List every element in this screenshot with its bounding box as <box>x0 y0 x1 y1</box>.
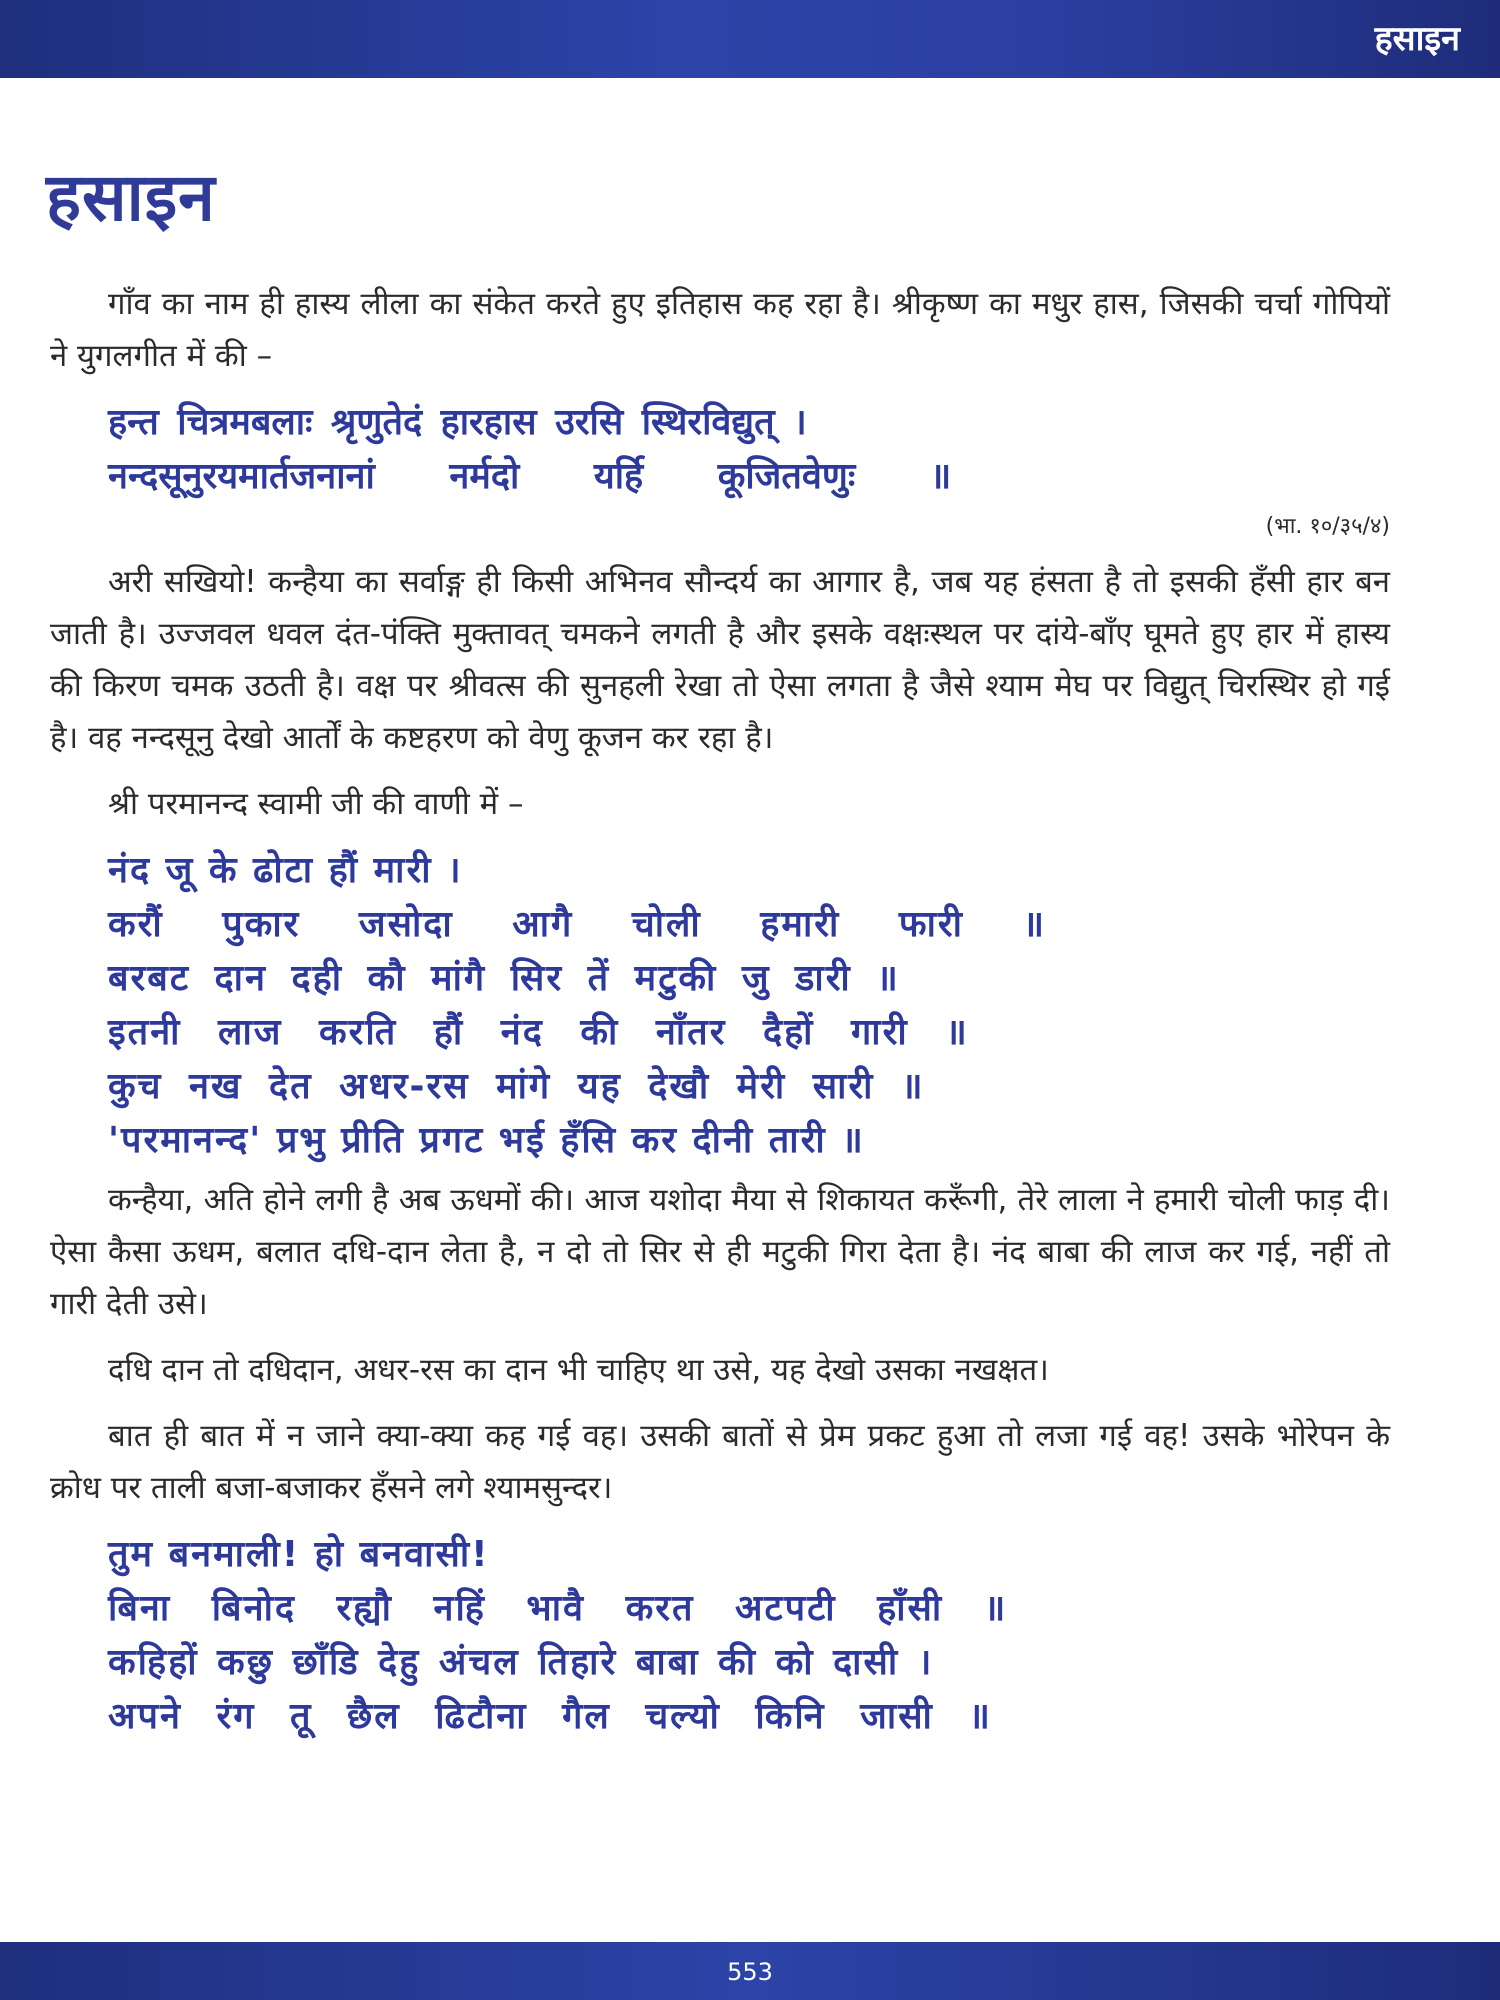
verse-1-line-1: हन्त चित्रमबलाः श्रृणुतेदं हारहास उरसि स्थिरविद्युत् । <box>108 402 807 443</box>
verse-2-line-1: नंद जू के ढोटा हौं मारी । <box>108 850 463 891</box>
verse-3-line-4: अपने रंग तू छैल ढिटौना गैल चल्यो किनि जासी ॥ <box>108 1696 992 1737</box>
header-band <box>0 0 1500 78</box>
paragraph-3: श्री परमानन्द स्वामी जी की वाणी में – <box>108 786 524 822</box>
verse-2-line-3: बरबट दान दही कौ मांगै सिर तें मटुकी जु डारी ॥ <box>108 958 900 999</box>
verse-2-line-5: कुच नख देत अधर-रस मांगे यह देखौ मेरी सारी ॥ <box>108 1066 925 1107</box>
verse-3-line-1: तुम बनमाली! हो बनवासी! <box>108 1534 490 1575</box>
verse-1 <box>108 396 1390 504</box>
paragraph-5: दधि दान तो दधिदान, अधर-रस का दान भी चाहिए था उसे, यह देखो उसका नखक्षत। <box>108 1352 1049 1388</box>
paragraph-4: कन्हैया, अति होने लगी है अब ऊधमों की। आज यशोदा मैया से शिकायत करूँगी, तेरे लाला ने हमारी चोली फाड़ दी। ऐसा कैसा ऊधम, बलात दधि-दान लेता है, न दो तो सिर से ही मटुकी गिरा देता है। नंद बाबा की लाज कर गई, नहीं तो गारी देती उसे। <box>50 1182 1390 1322</box>
footer-band <box>0 1942 1500 2000</box>
verse-1-reference: (भा. १०/३५/४) <box>1265 514 1390 539</box>
paragraph-2: अरी सखियो! कन्हैया का सर्वाङ्ग ही किसी अभिनव सौन्दर्य का आगार है, जब यह हंसता है तो इसकी हँसी हार बन जाती है। उज्जवल धवल दंत-पंक्ति मुक्तावत् चमकने लगती है और इसके वक्षःस्थल पर दांये-बाँए घूमते हुए हार में हास्य की किरण चमक उठती है। वक्ष पर श्रीवत्स की सुनहली रेखा तो ऐसा लगता है जैसे श्याम मेघ पर विद्युत् चिरस्थिर हो गई है। वह नन्दसूनु देखो आर्तों के कष्टहरण को वेणु कूजन कर रहा है। <box>50 564 1390 756</box>
paragraph-6: बात ही बात में न जाने क्या-क्या कह गई वह। उसकी बातों से प्रेम प्रकट हुआ तो लजा गई वह! उसके भोरेपन के क्रोध पर ताली बजा-बजाकर हँसने लगे श्यामसुन्दर। <box>50 1418 1390 1506</box>
verse-3-line-2: बिना बिनोद रह्यौ नहिं भावै करत अटपटी हाँसी ॥ <box>108 1588 1008 1629</box>
verse-1-line-2: नन्दसूनुरयमार्तजनानां नर्मदो यर्हि कूजितवेणुः ॥ <box>108 456 952 497</box>
verse-3 <box>108 1528 1390 1744</box>
verse-2-line-4: इतनी लाज करति हौं नंद की नाँतर दैहों गारी ॥ <box>108 1012 969 1053</box>
running-header-title: हसाइन <box>1374 19 1460 59</box>
verse-2-line-6: 'परमानन्द' प्रभु प्रीति प्रगट भई हँसि कर दीनी तारी ॥ <box>108 1120 865 1161</box>
paragraph-1: गाँव का नाम ही हास्य लीला का संकेत करते हुए इतिहास कह रहा है। श्रीकृष्ण का मधुर हास, जिसकी चर्चा गोपियों ने युगलगीत में की – <box>50 286 1390 374</box>
page-title: हसाइन <box>46 159 216 236</box>
verse-3-line-3: कहिहों कछु छाँडि देहु अंचल तिहारे बाबा की को दासी । <box>108 1642 934 1683</box>
verse-2 <box>108 844 1390 1168</box>
page-content <box>50 278 1390 1750</box>
page-number: 553 <box>727 1958 773 1986</box>
verse-2-line-2: करौं पुकार जसोदा आगै चोली हमारी फारी ॥ <box>108 904 1047 945</box>
